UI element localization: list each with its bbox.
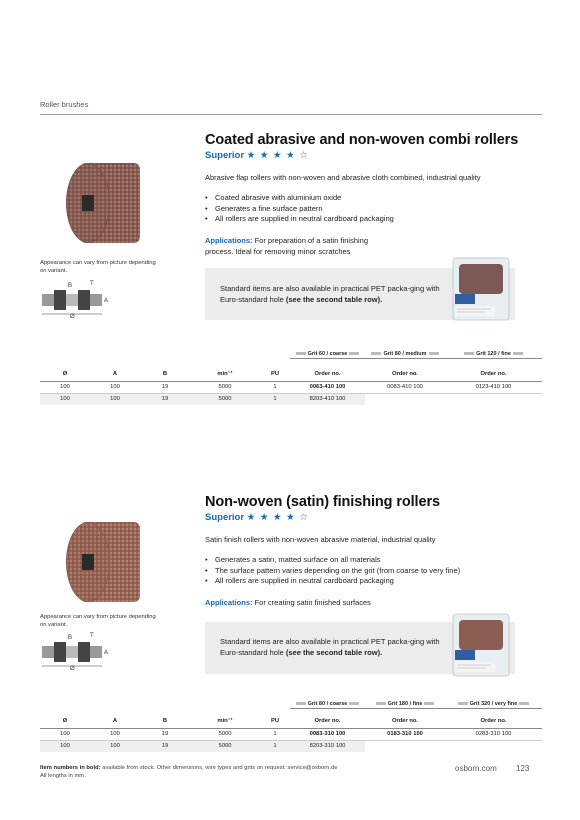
- grit-header: [445, 351, 542, 357]
- tier-label: Superior: [205, 150, 245, 161]
- cell: 19: [140, 728, 190, 740]
- col-header: Order no.: [290, 714, 365, 728]
- header-divider: [40, 114, 542, 115]
- grit-label: Grit 180 / fine: [387, 701, 423, 707]
- table-row: [40, 393, 542, 405]
- col-header: Order no.: [445, 714, 542, 728]
- cell: 100: [90, 381, 140, 393]
- grit-label: Grit 320 / very fine: [469, 701, 518, 707]
- table-header-row: [40, 367, 542, 381]
- pet-packaging-text: [220, 284, 450, 305]
- pet-package-image: [445, 254, 515, 324]
- tier-label: Superior: [205, 512, 245, 523]
- footer-website: osborn.com: [455, 764, 497, 773]
- order-number: 0083-410 100: [365, 381, 445, 393]
- feature-item: • Coated abrasive with aluminium oxide: [205, 193, 394, 204]
- order-number: 0083-310 100: [290, 728, 365, 740]
- applications-label: Applications:: [205, 236, 253, 245]
- grit-label: Grit 60 / coarse: [307, 351, 348, 357]
- quality-tier: [205, 150, 309, 161]
- dim-label-d: Ø: [70, 666, 75, 670]
- col-header: A: [90, 367, 140, 381]
- order-number: 8203-310 100: [290, 740, 365, 752]
- feature-list: [205, 193, 394, 225]
- col-header: PU: [260, 367, 290, 381]
- grit-rule: [290, 358, 365, 359]
- col-header: Order no.: [290, 367, 365, 381]
- page-number: 123: [516, 764, 530, 773]
- col-header: PU: [260, 714, 290, 728]
- cell: 1: [260, 393, 290, 405]
- pet-text-bold: (see the second table row).: [285, 647, 383, 657]
- pet-package-image: [445, 610, 515, 680]
- grit-label: Grit 80 / medium: [383, 351, 427, 357]
- image-note: Appearance can vary from picture depending on variant.: [40, 260, 156, 274]
- order-number: 0123-410 100: [445, 381, 542, 393]
- cell: 1: [260, 740, 290, 752]
- table-row: [40, 728, 542, 740]
- col-header: Order no.: [365, 714, 445, 728]
- cell: 100: [40, 740, 90, 752]
- applications: [205, 236, 395, 257]
- cell: 5000: [190, 728, 260, 740]
- applications: [205, 598, 505, 609]
- grit-header: [445, 701, 542, 707]
- quality-tier: [205, 512, 309, 523]
- col-header: min⁻¹: [190, 714, 260, 728]
- dim-label-t: T: [90, 281, 94, 287]
- cell: 100: [40, 728, 90, 740]
- star-rating-icon: ★ ★ ★ ★ ☆: [246, 150, 309, 161]
- dim-label-b: B: [68, 283, 73, 289]
- cell: 5000: [190, 381, 260, 393]
- footer-text: available from stock. Other dimensions, wire types and grits on request: service@osborn.de: [100, 765, 338, 771]
- cell: [445, 740, 542, 752]
- col-header: B: [140, 367, 190, 381]
- grit-rule: [445, 358, 542, 359]
- pet-text-plain: Standard items are also available in practical PET packa-ging with Euro-standard hole: [220, 637, 440, 657]
- star-rating-icon: ★ ★ ★ ★ ☆: [246, 512, 309, 523]
- product-description: Satin finish rollers with non-woven abrasive material, industrial quality: [205, 535, 436, 544]
- applications-text: For creating satin finished surfaces: [252, 598, 371, 607]
- col-header: A: [90, 714, 140, 728]
- cell: 100: [40, 393, 90, 405]
- dimension-diagram: [40, 280, 110, 318]
- col-header: Ø: [40, 714, 90, 728]
- footer-note: [40, 765, 337, 780]
- order-number: 0183-310 100: [365, 728, 445, 740]
- cell: [365, 393, 445, 405]
- feature-item: • All rollers are supplied in neutral cardboard packaging: [205, 576, 460, 587]
- product-description: Abrasive flap rollers with non-woven and abrasive cloth combined, industrial quality: [205, 173, 481, 182]
- cell: 1: [260, 728, 290, 740]
- feature-list: [205, 555, 460, 587]
- dim-label-t: T: [90, 633, 94, 639]
- spec-table: [40, 367, 542, 405]
- cell: [445, 393, 542, 405]
- dim-label-d: Ø: [70, 314, 75, 318]
- applications-text: For preparation of a satin finishing process. Ideal for removing minor scratches: [205, 236, 368, 256]
- grit-rule: [365, 358, 445, 359]
- feature-item: • Generates a satin, matted surface on all materials: [205, 555, 460, 566]
- grit-label: Grit 80 / coarse: [307, 701, 348, 707]
- cell: 100: [90, 393, 140, 405]
- footer-line2: All lengths in mm.: [40, 772, 86, 779]
- spec-table: [40, 714, 542, 752]
- table-row: [40, 381, 542, 393]
- applications-label: Applications:: [205, 598, 253, 607]
- grit-header: [290, 351, 365, 357]
- cell: 5000: [190, 740, 260, 752]
- pet-text-plain: Standard items are also available in practical PET packa-ging with Euro-standard hole: [220, 284, 440, 304]
- col-header: Ø: [40, 367, 90, 381]
- cell: 19: [140, 381, 190, 393]
- cell: 19: [140, 740, 190, 752]
- dim-label-a: A: [104, 650, 109, 656]
- grit-label: Grit 120 / fine: [476, 351, 511, 357]
- feature-item: • Generates a fine surface pattern: [205, 204, 394, 215]
- grit-rule: [365, 708, 445, 709]
- order-number: 0063-410 100: [290, 381, 365, 393]
- cell: 100: [40, 381, 90, 393]
- grit-rule: [445, 708, 542, 709]
- dim-label-b: B: [68, 635, 73, 641]
- pet-packaging-text: [220, 637, 450, 658]
- grit-rule: [290, 708, 365, 709]
- col-header: Order no.: [445, 367, 542, 381]
- category-header: Roller brushes: [40, 100, 89, 109]
- cell: 100: [90, 728, 140, 740]
- dimension-diagram: [40, 632, 110, 670]
- product-title: Non-woven (satin) finishing rollers: [205, 494, 440, 510]
- product-title: Coated abrasive and non-woven combi rollers: [205, 132, 519, 148]
- cell: 1: [260, 381, 290, 393]
- footer-bold: Item numbers in bold:: [40, 765, 101, 771]
- order-number: 0283-310 100: [445, 728, 542, 740]
- cell: 5000: [190, 393, 260, 405]
- dim-label-a: A: [104, 298, 109, 304]
- col-header: min⁻¹: [190, 367, 260, 381]
- col-header: Order no.: [365, 367, 445, 381]
- col-header: B: [140, 714, 190, 728]
- cell: 19: [140, 393, 190, 405]
- roller-brush-image: [58, 504, 148, 619]
- pet-text-bold: (see the second table row).: [285, 294, 383, 304]
- grit-header: [365, 351, 445, 357]
- order-number: 8203-410 100: [290, 393, 365, 405]
- table-row: [40, 740, 542, 752]
- grit-header: [290, 701, 365, 707]
- feature-item: • The surface pattern varies depending on the grit (from coarse to very fine): [205, 566, 460, 577]
- cell: 100: [90, 740, 140, 752]
- table-header-row: [40, 714, 542, 728]
- feature-item: • All rollers are supplied in neutral cardboard packaging: [205, 214, 394, 225]
- grit-header: [365, 701, 445, 707]
- image-note: Appearance can vary from picture depending on variant.: [40, 614, 156, 628]
- cell: [365, 740, 445, 752]
- roller-brush-image: [58, 145, 148, 260]
